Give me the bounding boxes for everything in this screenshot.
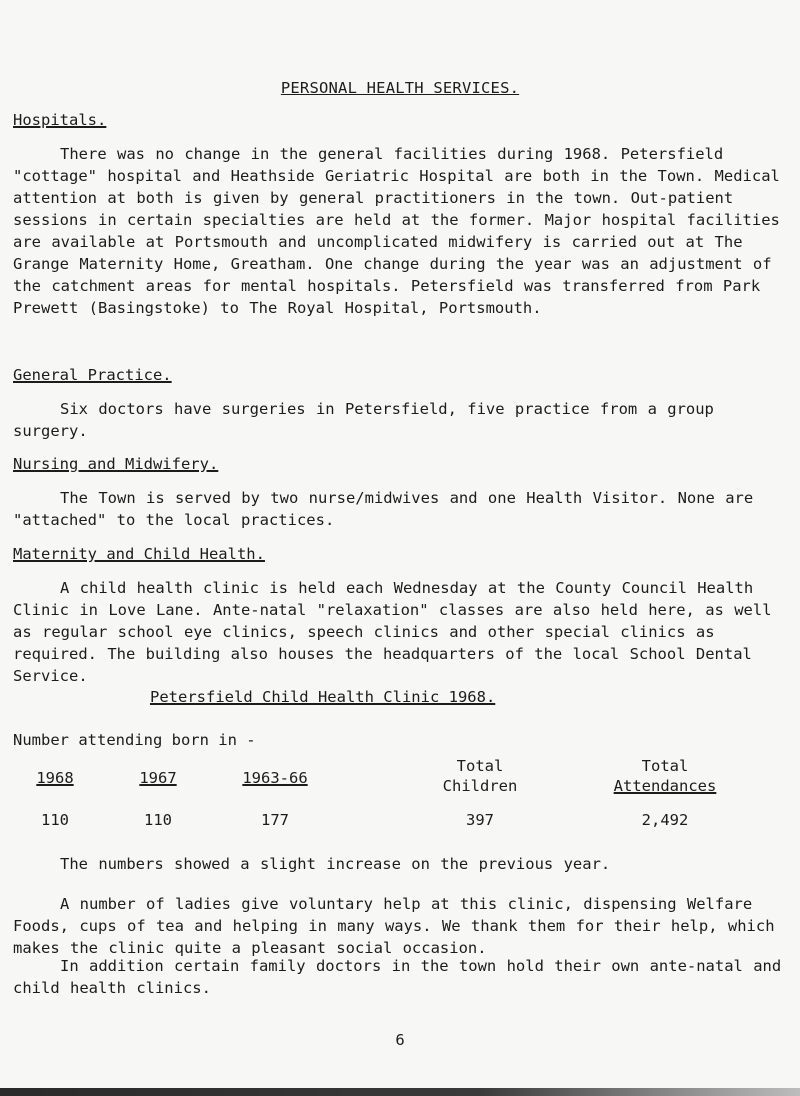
scan-bottom-edge bbox=[0, 1088, 800, 1096]
value-1967: 110 bbox=[144, 811, 172, 829]
header-total-attendances bbox=[595, 756, 735, 796]
value-1968: 110 bbox=[41, 811, 69, 829]
paragraph-increase: The numbers showed a slight increase on the previous year. bbox=[60, 855, 611, 873]
value-1963-66: 177 bbox=[261, 811, 289, 829]
header-total-children-line1: Total bbox=[456, 757, 504, 775]
paragraph-general-practice: Six doctors have surgeries in Petersfield, five practice from a group surgery. bbox=[13, 400, 714, 440]
value-total-children: 397 bbox=[466, 811, 494, 829]
header-1968: 1968 bbox=[36, 769, 74, 787]
header-1967: 1967 bbox=[139, 769, 177, 787]
paragraph-family-doctors: In addition certain family doctors in the town hold their own ante-natal and child health clinics. bbox=[13, 957, 782, 997]
clinic-table-lead: Number attending born in - bbox=[13, 731, 256, 749]
heading-general-practice: General Practice. bbox=[13, 366, 172, 384]
value-total-attendances: 2,492 bbox=[641, 811, 689, 829]
heading-maternity: Maternity and Child Health. bbox=[13, 545, 265, 563]
heading-hospitals: Hospitals. bbox=[13, 111, 107, 129]
header-total-attendances-line2: Attendances bbox=[613, 777, 717, 795]
clinic-table bbox=[0, 757, 800, 840]
header-1963-66: 1963-66 bbox=[242, 769, 308, 787]
heading-nursing: Nursing and Midwifery. bbox=[13, 455, 219, 473]
page-number: 6 bbox=[395, 1031, 405, 1049]
header-total-children-line2: Children bbox=[442, 777, 518, 795]
paragraph-nursing: The Town is served by two nurse/midwives and one Health Visitor. None are "attached" to the local practices. bbox=[13, 489, 754, 529]
clinic-table-title: Petersfield Child Health Clinic 1968. bbox=[150, 688, 496, 706]
page-title: PERSONAL HEALTH SERVICES. bbox=[280, 79, 520, 97]
paragraph-maternity: A child health clinic is held each Wednesday at the County Council Health Clinic in Love Lane. Ante-natal "relaxation" classes are also held here, as well as regular school eye clinics, speech clinics and other special clinics as required. The building also houses the headquarters of the local School Dental Service. bbox=[13, 579, 772, 685]
paragraph-volunteers: A number of ladies give voluntary help at this clinic, dispensing Welfare Foods, cups of tea and helping in many ways. We thank them for their help, which makes the clinic quite a pleasant social occasion. bbox=[13, 895, 775, 957]
header-total-children bbox=[420, 756, 540, 796]
header-total-attendances-line1: Total bbox=[641, 757, 689, 775]
paragraph-hospitals: There was no change in the general facilities during 1968. Petersfield "cottage" hospital and Heathside Geriatric Hospital are both in the Town. Medical attention at both is given by general practitioners in the town. Out-patient sessions in certain specialties are held at the former. Major hospital facilities are available at Portsmouth and uncomplicated midwifery is carried out at The Grange Maternity Home, Greatham. One change during the year was an adjustment of the catchment areas for mental hospitals. Petersfield was transferred from Park Prewett (Basingstoke) to The Royal Hospital, Portsmouth. bbox=[13, 145, 780, 317]
